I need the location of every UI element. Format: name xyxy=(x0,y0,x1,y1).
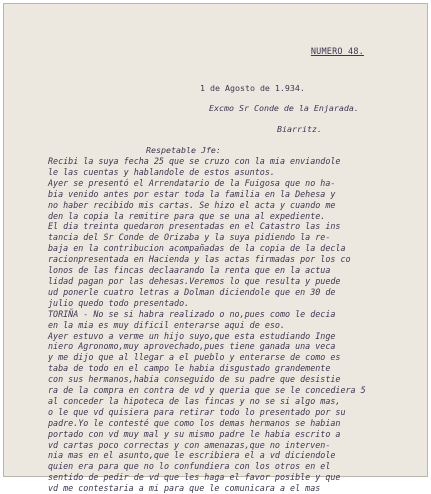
body-line: vd cartas poco correctas y con amenazas,que no interven- xyxy=(48,439,331,450)
body-line: taba de todo en el campo le habia disgustado grandemente xyxy=(48,363,331,374)
body-line: sentido de pedir de vd que les haga el favor posible y que xyxy=(48,472,341,483)
body-line: en la mia es muy dificil enterarse aqui de eso. xyxy=(48,319,285,330)
body-line: al conceder la hipoteca de las fincas y no se si algo mas, xyxy=(48,395,341,406)
body-line: racionpresentada en Hacienda y las actas firmadas por los co xyxy=(48,254,351,265)
body-line: no haber recibido mis cartas. Se hizo el acta y cuando me xyxy=(48,199,336,210)
recipient-city: Biarritz. xyxy=(277,124,322,134)
body-line: bia venido antes por estar toda la familia en la Dehesa y xyxy=(48,188,336,199)
body-line: ud ponerle cuatro letras a Dolman diciendole que en 30 de xyxy=(48,286,336,297)
letter-page xyxy=(3,3,428,494)
body-line: tancia del Sr Conde de Orizaba y la suya pidiendo la re- xyxy=(48,232,331,243)
body-line: Ayer estuvo a verme un hijo suyo,que esta estudiando Inge xyxy=(48,330,336,341)
body-line: Recibi la suya fecha 25 que se cruzo con la mia enviandole xyxy=(48,156,341,166)
body-line: baja en la contribucion acompañadas de la copia de la decla xyxy=(48,243,346,254)
body-line: El dia treinta quedaron presentadas en el Catastro las ins xyxy=(48,221,341,232)
body-line: niero Agronomo,muy aprovechado,pues tiene ganada una veca xyxy=(48,341,336,352)
body-line: TORIÑA - No se si habra realizado o no,pues como le decia xyxy=(48,308,336,319)
body-line: lonos de las fincas declaarando la renta que en la actua xyxy=(48,265,331,276)
document-number: NUMERO 48. xyxy=(310,47,364,57)
body-line: o le que vd quisiera para retirar todo lo presentado por su xyxy=(48,406,346,417)
body-line: julio quedo todo presentado. xyxy=(48,297,190,308)
body-line: portado con vd muy mal y su mismo padre le habia escrito a xyxy=(48,428,341,439)
body-line: con sus hermanos,habia conseguido de su padre que desistie xyxy=(48,374,341,385)
letter-greeting: Respetable Jfe: xyxy=(146,145,221,155)
letter-date: 1 de Agosto de 1.934. xyxy=(200,83,305,93)
body-line: padre.Yo le contesté que como los demas hermanos se habian xyxy=(48,417,341,428)
body-line: le las cuentas y hablandole de estos asuntos. xyxy=(48,166,275,177)
body-line: ra de la compra en contra de vd y queria que se le concediera 5 xyxy=(48,385,366,396)
letter-body xyxy=(48,156,413,494)
letter-recipient: Excmo Sr Conde de la Enjarada. xyxy=(209,103,359,113)
body-line: Ayer se presentó el Arrendatario de la Fuigosa que no ha- xyxy=(48,177,336,188)
body-line: den la copia la remitire para que se una al expediente. xyxy=(48,210,326,221)
body-line: vd me contestaria a mi para que le comunicara a el mas xyxy=(48,483,321,494)
body-line: nia mas en el asunto,que le escribiera el a vd diciendole xyxy=(48,450,336,461)
body-line: y me dijo que al llegar a el pueblo y enterarse de como es xyxy=(48,352,341,363)
body-line: quien era para que no lo confundiera con los otros en el xyxy=(48,461,331,472)
body-line: lidad pagan por las dehesas.Veremos lo que resulta y puede xyxy=(48,275,341,286)
